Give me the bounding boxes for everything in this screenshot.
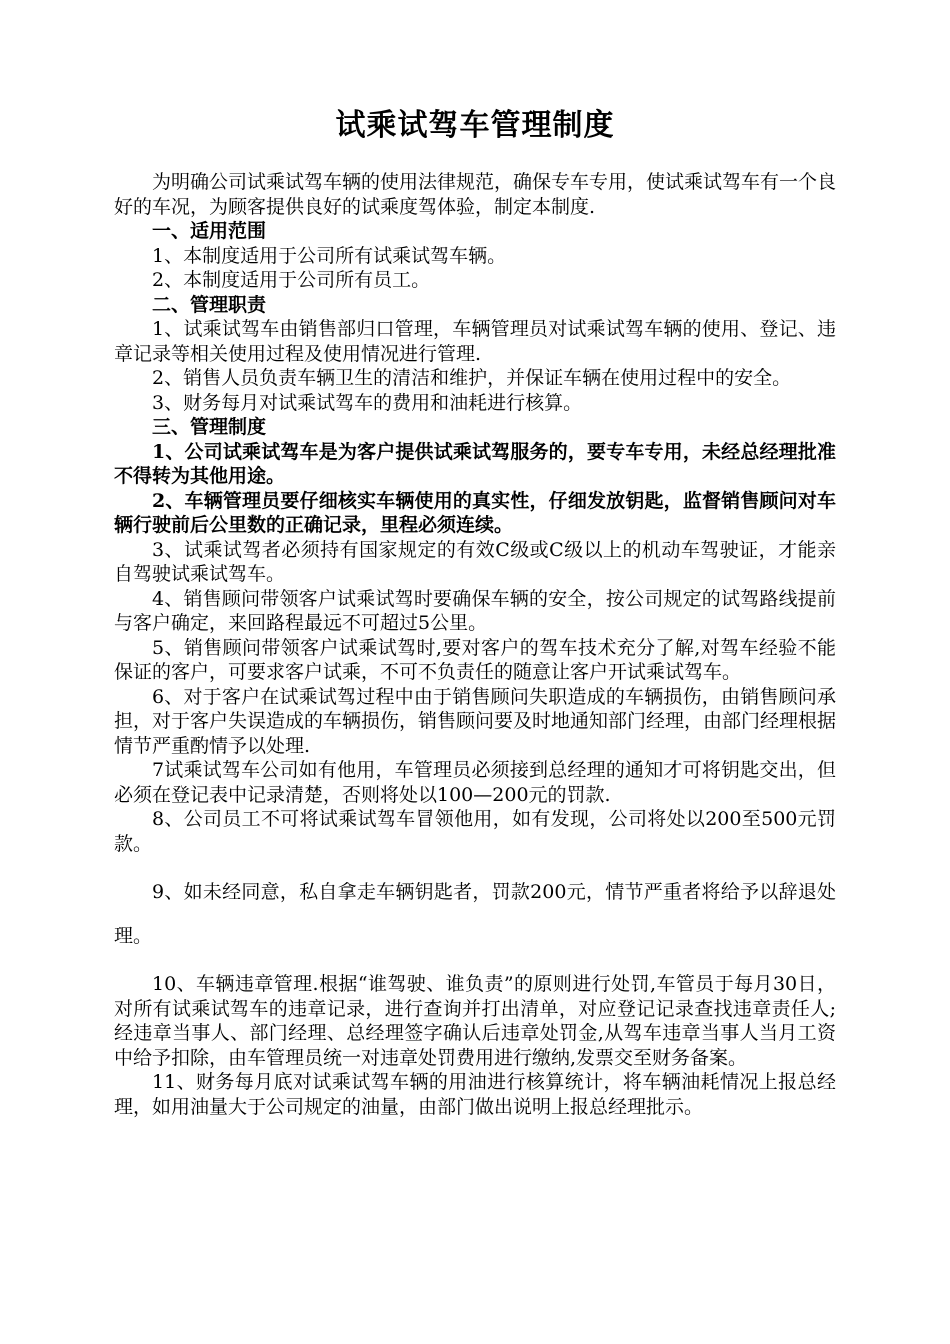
section-paragraph-bold: 一、适用范围 <box>152 220 267 242</box>
section-paragraph: 7试乘试驾车公司如有他用，车管理员必须接到总经理的通知才可将钥匙交出，但必须在登记表中记录清楚，否则将处以100—200元的罚款. <box>114 759 836 806</box>
section-paragraph: 2、本制度适用于公司所有员工。 <box>152 269 431 291</box>
section-paragraph: 3、财务每月对试乘试驾车的费用和油耗进行核算。 <box>152 391 583 414</box>
section-paragraph: 1、试乘试驾车由销售部归口管理，车辆管理员对试乘试驾车辆的使用、登记、违章记录等相关使用过程及使用情况进行管理. <box>114 318 836 365</box>
section-paragraph: 2、销售人员负责车辆卫生的清洁和维护，并保证车辆在使用过程中的安全。 <box>152 367 792 389</box>
section-paragraph: 9、如未经同意，私自拿走车辆钥匙者，罚款200元，情节严重者将给予以辞退处理。 <box>114 881 836 947</box>
section-paragraph: 为明确公司试乘试驾车辆的使用法律规范，确保专车专用，使试乘试驾车有一个良好的车况，为顾客提供良好的试乘度驾体验，制定本制度. <box>114 171 837 218</box>
document-title: 试乘试驾车管理制度 <box>335 108 615 143</box>
section-paragraph-bold: 三、管理制度 <box>152 416 267 438</box>
section-paragraph: 6、对于客户在试乘试驾过程中由于销售顾问失职造成的车辆损伤，由销售顾问承担，对于客户失误造成的车辆损伤，销售顾问要及时地通知部门经理，由部门经理根据情节严重酌情予以处理. <box>114 685 837 757</box>
section-paragraph: 10、车辆违章管理.根据“谁驾驶、谁负责”的原则进行处罚,车管员于每月30日，对所有试乘试驾车的违章记录，进行查询并打出清单，对应登记记录查找违章责任人;经违章当事人、部门经理、总经理签字确认后违章处罚金,从驾车违章当事人当月工资中给予扣除，由车管理员统一对违章处罚费用进行缴纳,发票交至财务备案。 <box>114 973 836 1069</box>
section-paragraph-bold: 2、车辆管理员要仔细核实车辆使用的真实性，仔细发放钥匙，监督销售顾问对车辆行驶前后公里数的正确记录，里程必须连续。 <box>114 489 836 536</box>
section-paragraph: 3、试乘试驾者必须持有国家规定的有效C级或C级以上的机动车驾驶证，才能亲自驾驶试乘试驾车。 <box>114 538 836 585</box>
section-paragraph: 5、销售顾问带领客户试乘试驾时,要对客户的驾车技术充分了解,对驾车经验不能保证的客户，可要求客户试乘，不可不负责任的随意让客户开试乘试驾车。 <box>114 636 836 683</box>
document-body <box>114 170 836 1119</box>
section-paragraph-bold: 1、公司试乘试驾车是为客户提供试乘试驾服务的，要专车专用，未经总经理批准不得转为其他用途。 <box>114 440 836 487</box>
section-paragraph: 1、本制度适用于公司所有试乘试驾车辆。 <box>152 244 507 267</box>
section-paragraph: 11、财务每月底对试乘试驾车辆的用油进行核算统计，将车辆油耗情况上报总经理，如用油量大于公司规定的油量，由部门做出说明上报总经理批示。 <box>114 1071 836 1118</box>
section-paragraph: 8、公司员工不可将试乘试驾车冒领他用，如有发现，公司将处以200至500元罚款。 <box>114 808 836 855</box>
section-paragraph: 4、销售顾问带领客户试乘试驾时要确保车辆的安全，按公司规定的试驾路线提前与客户确定，来回路程最远不可超过5公里。 <box>114 587 836 634</box>
section-paragraph-bold: 二、管理职责 <box>152 293 267 316</box>
